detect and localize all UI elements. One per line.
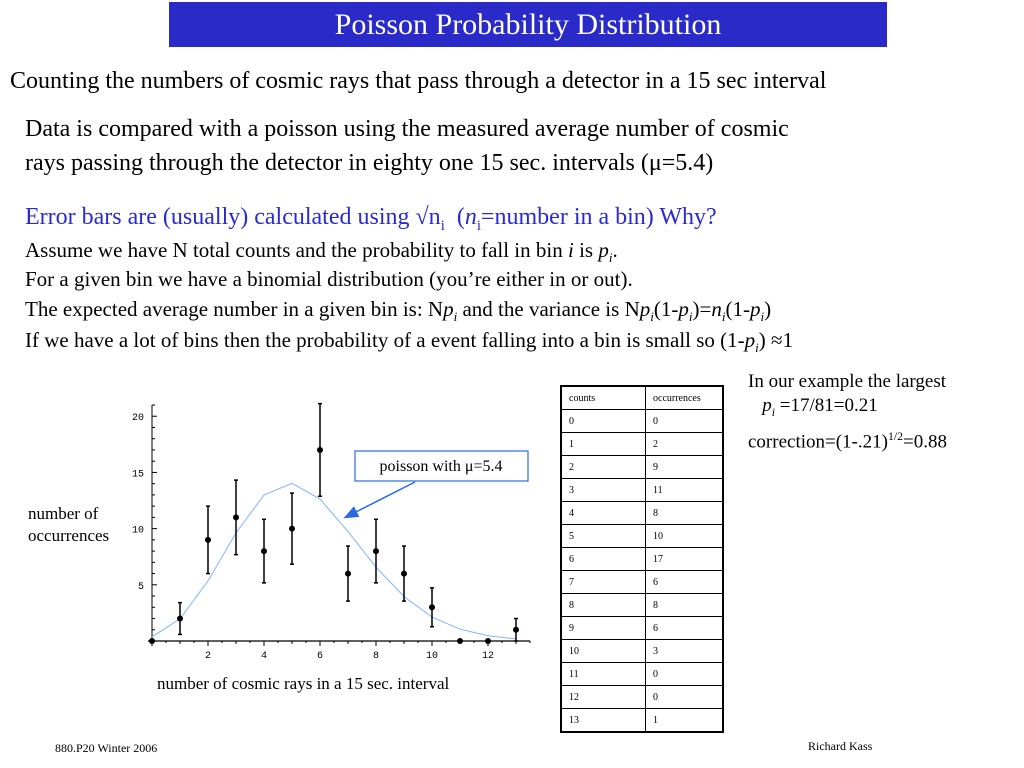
b1-b: is	[573, 238, 599, 262]
error-text-a: Error bars are (usually) calculated using √n	[25, 204, 441, 230]
data-point	[289, 526, 295, 532]
x-tick-label: 12	[481, 651, 495, 662]
annotation-layer	[346, 451, 528, 517]
cell-occurrences: 2	[646, 433, 724, 456]
b3-d: )=	[692, 297, 712, 321]
b3-p4: p	[749, 297, 761, 321]
data-point	[485, 638, 491, 644]
y-tick-label: 10	[131, 525, 144, 537]
annotation-arrow	[346, 482, 415, 517]
note-line-3-b: =0.88	[903, 431, 947, 453]
cell-counts: 0	[561, 410, 646, 433]
b3-s1: i	[453, 309, 458, 325]
b3-s3: i	[688, 309, 693, 325]
cell-counts: 3	[561, 479, 646, 502]
cell-occurrences: 17	[646, 548, 724, 571]
cell-occurrences: 6	[646, 617, 724, 640]
data-point	[205, 537, 211, 543]
x-axis-label: number of cosmic rays in a 15 sec. interval	[157, 674, 450, 693]
cell-counts: 13	[561, 709, 646, 733]
body-line-2: For a given bin we have a binomial distribution (you’re either in or out).	[25, 267, 633, 291]
table-header-occurrences: occurrences	[646, 386, 724, 410]
b3-p1: p	[443, 297, 454, 321]
page-title: Poisson Probability Distribution	[334, 7, 722, 41]
b3-c: (1-	[653, 297, 679, 321]
chart-axes	[148, 405, 530, 641]
cell-counts: 4	[561, 502, 646, 525]
footer-author: Richard Kass	[808, 739, 873, 753]
error-text-b: (	[456, 204, 465, 230]
paragraph-line-1: Data is compared with a poisson using the measured average number of cosmic	[25, 116, 789, 142]
cell-occurrences: 9	[646, 456, 724, 479]
cell-counts: 5	[561, 525, 646, 548]
cell-counts: 2	[561, 456, 646, 479]
b3-e: (1-	[725, 297, 750, 321]
data-point	[345, 571, 351, 577]
b3-p2: p	[639, 297, 651, 321]
b1-i: i	[567, 238, 574, 262]
cell-counts: 10	[561, 640, 646, 663]
error-ni: n	[464, 204, 477, 230]
y-tick-label: 5	[137, 581, 144, 593]
cell-counts: 12	[561, 686, 646, 709]
b3-s4: i	[721, 309, 726, 325]
data-points-layer	[149, 404, 519, 644]
x-tick-label: 4	[260, 651, 268, 662]
error-sub: i	[440, 217, 445, 234]
data-point	[149, 638, 155, 644]
b3-a: The expected average number in a given bin is: N	[25, 297, 444, 321]
annotation-label: poisson with μ=5.4	[379, 458, 503, 475]
data-point	[177, 616, 183, 622]
subtitle: Counting the numbers of cosmic rays that pass through a detector in a 15 sec interval	[10, 68, 827, 94]
cell-occurrences: 8	[646, 594, 724, 617]
b4-p: p	[744, 328, 756, 352]
b1-p: p	[598, 238, 609, 262]
cell-occurrences: 10	[646, 525, 724, 548]
data-point	[513, 627, 519, 633]
cell-counts: 11	[561, 663, 646, 686]
y-tick-label: 20	[131, 413, 144, 425]
data-point	[457, 638, 463, 644]
note-line-3-a: correction=(1-.21)	[748, 431, 888, 453]
note-p-sub: i	[771, 405, 776, 419]
b3-s2: i	[650, 309, 654, 325]
b4-b: ) ≈1	[758, 328, 794, 352]
b3-b: and the variance is N	[457, 297, 640, 321]
b3-f: )	[764, 297, 772, 321]
cell-counts: 9	[561, 617, 646, 640]
cell-counts: 8	[561, 594, 646, 617]
paragraph-line-2: rays passing through the detector in eighty one 15 sec. intervals (μ=5.4)	[25, 150, 714, 176]
note-p: p	[762, 395, 772, 416]
b3-s5: i	[760, 309, 765, 325]
error-ni-sub: i	[476, 217, 481, 234]
data-point	[429, 604, 435, 610]
b3-p3: p	[678, 297, 689, 321]
y-axis-label: number of occurrences	[28, 504, 110, 545]
cell-occurrences: 3	[646, 640, 724, 663]
x-tick-label: 6	[316, 651, 324, 662]
x-tick-label: 2	[204, 651, 212, 662]
cell-occurrences: 0	[646, 410, 724, 433]
b3-n: n	[711, 297, 722, 321]
cell-occurrences: 1	[646, 709, 724, 733]
cell-counts: 1	[561, 433, 646, 456]
note-line-3-sup: 1/2	[887, 429, 904, 443]
b1-p-sub: i	[608, 250, 613, 266]
y-tick-label: 15	[131, 469, 144, 481]
cell-occurrences: 8	[646, 502, 724, 525]
data-point	[233, 514, 239, 520]
data-point	[373, 548, 379, 554]
cell-occurrences: 0	[646, 663, 724, 686]
data-point	[261, 548, 267, 554]
error-text-c: =number in a bin) Why?	[480, 204, 717, 230]
x-tick-label: 10	[425, 651, 439, 662]
cell-occurrences: 6	[646, 571, 724, 594]
footer-course: 880.P20 Winter 2006	[55, 741, 158, 755]
table-header-counts: counts	[561, 386, 646, 410]
data-point	[317, 447, 323, 453]
b4-a: If we have a lot of bins then the probability of a event falling into a bin is small so (1-	[25, 328, 745, 352]
cell-counts: 6	[561, 548, 646, 571]
x-tick-label: 8	[372, 651, 380, 662]
cell-occurrences: 11	[646, 479, 724, 502]
chart-ticks	[132, 405, 530, 662]
note-line-1: In our example the largest	[748, 371, 947, 392]
b1-c: .	[612, 238, 618, 262]
cell-occurrences: 0	[646, 686, 724, 709]
note-line-2-rest: =17/81=0.21	[775, 395, 878, 416]
b4-s: i	[755, 340, 759, 356]
b1-a: Assume we have N total counts and the probability to fall in bin	[25, 238, 568, 262]
data-point	[401, 571, 407, 577]
cell-counts: 7	[561, 571, 646, 594]
